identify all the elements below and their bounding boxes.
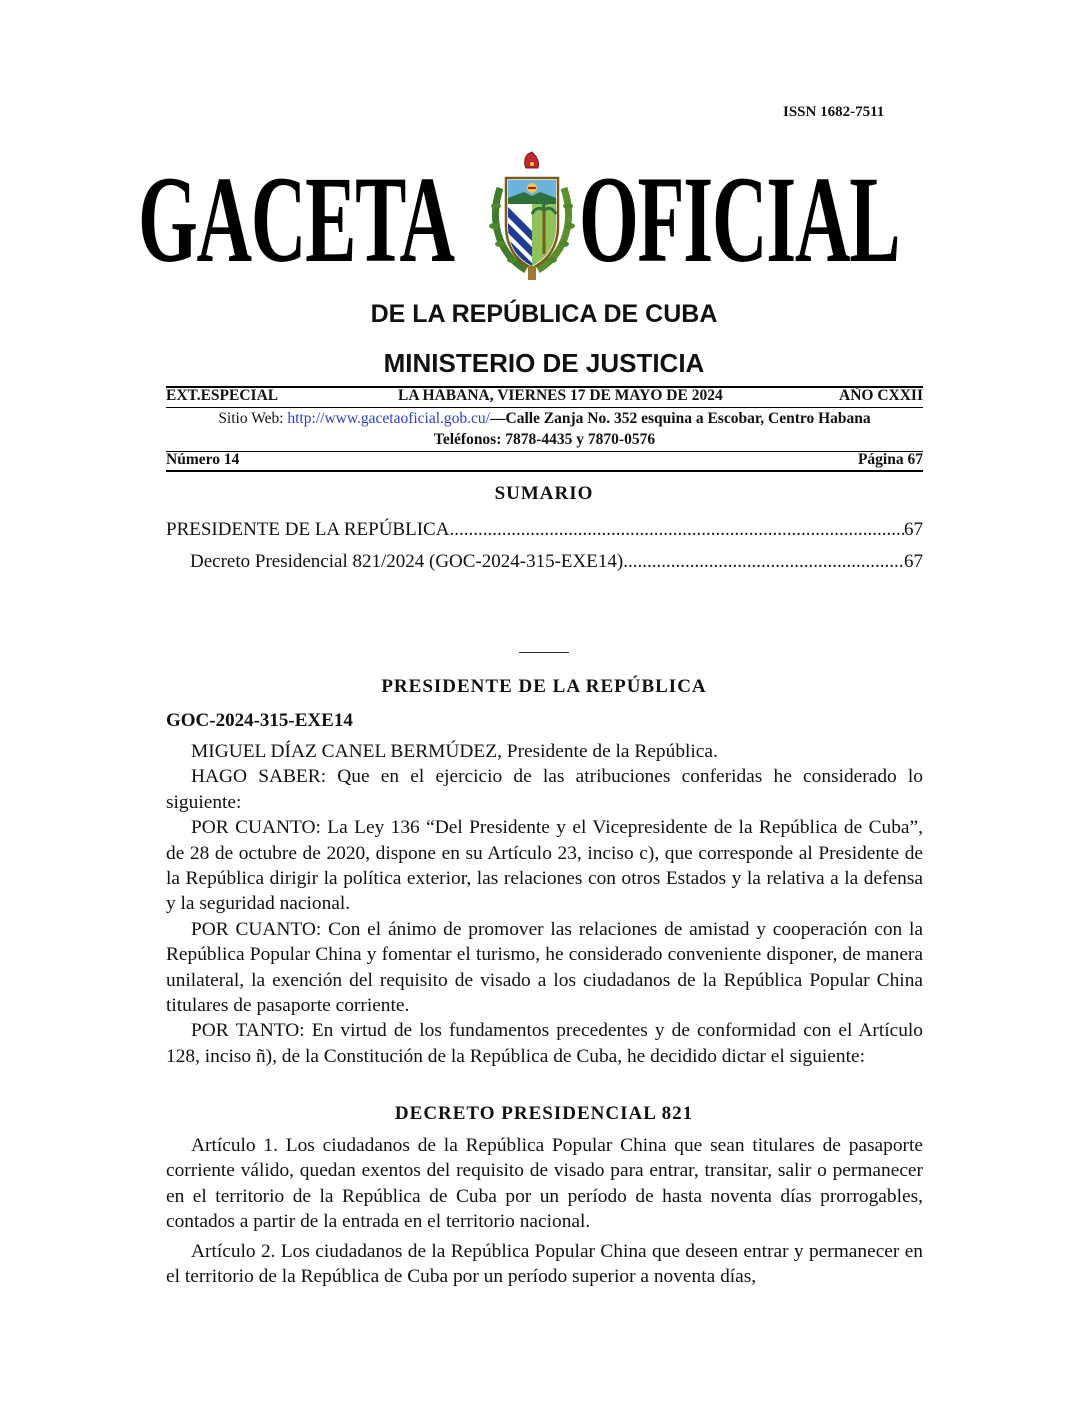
paragraph: HAGO SABER: Que en el ejercicio de las atribuciones conferidas he considerado lo siguiente: xyxy=(166,766,923,813)
toc-entry[interactable] xyxy=(190,551,923,573)
edition-info-row xyxy=(166,387,923,407)
toc-entry-label: Decreto Presidencial 821/2024 (GOC-2024-315-EXE14) xyxy=(190,551,624,572)
ministry-name: MINISTERIO DE JUSTICIA xyxy=(383,348,705,378)
paragraph: POR CUANTO: La Ley 136 “Del Presidente y el Vicepresidente de la República de Cuba”, de 28 de octubre de 2020, dispone en su Artículo 23, inciso c), que corresponde al Presidente de la República dirigir la política exterior, las relaciones con otros Estados y la relativa a la defensa y la seguridad nacional. xyxy=(166,817,923,915)
toc-leader xyxy=(449,519,904,541)
section-heading: PRESIDENTE DE LA REPÚBLICA xyxy=(381,676,707,697)
year-label: AÑO CXXII xyxy=(839,387,923,404)
number-page-row xyxy=(166,451,923,471)
article-text: Artículo 1. Los ciudadanos de la República Popular China que sean titulares de pasaporte corriente válido, quedan exentos del requisito de visado para entrar, transitar, salir o permanecer en el territorio de la República de Cuba por un período de hasta noventa días prorrogables, contados a partir de la entrada en el territorio nacional. xyxy=(166,1135,923,1233)
issue-date: LA HABANA, VIERNES 17 DE MAYO DE 2024 xyxy=(398,387,723,404)
section-separator xyxy=(519,652,569,653)
coat-of-arms-icon xyxy=(484,148,580,284)
preamble-text xyxy=(166,739,923,1069)
phone-numbers: Teléfonos: 7878-4435 y 7870-0576 xyxy=(433,431,656,448)
toc-entry[interactable] xyxy=(166,519,923,541)
paragraph: MIGUEL DÍAZ CANEL BERMÚDEZ, Presidente de la República. xyxy=(191,741,718,762)
issue-number: Número 14 xyxy=(166,451,240,468)
article-text: Artículo 2. Los ciudadanos de la República Popular China que deseen entrar y permanecer en el territorio de la República de Cuba por un período superior a noventa días, xyxy=(166,1240,923,1288)
web-label: Sitio Web: xyxy=(218,410,284,427)
decree-heading: DECRETO PRESIDENCIAL 821 xyxy=(394,1103,694,1124)
page-number: Página 67 xyxy=(857,451,923,468)
masthead-title-left: GACETA xyxy=(138,151,454,288)
toc-leader xyxy=(623,551,904,573)
website-link[interactable]: http://www.gacetaoficial.gob.cu/ xyxy=(287,410,490,427)
toc-entry-page: 67 xyxy=(904,519,923,540)
document-code: GOC-2024-315-EXE14 xyxy=(166,710,353,731)
paragraph: POR TANTO: En virtud de los fundamentos precedentes y de conformidad con el Artículo 128, inciso ñ), de la Constitución de la República de Cuba, he decidido dictar el siguiente: xyxy=(166,1020,923,1067)
masthead-title-right: OFICIAL xyxy=(579,151,900,288)
masthead xyxy=(138,148,946,298)
issn-number: ISSN 1682-7511 xyxy=(783,104,885,120)
toc-entry-page: 67 xyxy=(904,551,923,572)
divider xyxy=(166,470,923,472)
divider xyxy=(166,407,923,408)
toc-entry-label: PRESIDENTE DE LA REPÚBLICA xyxy=(166,519,450,540)
edition-label: EXT.ESPECIAL xyxy=(166,387,279,404)
contact-line xyxy=(166,410,923,428)
decree-articles xyxy=(166,1133,923,1289)
gazette-subtitle: DE LA REPÚBLICA DE CUBA xyxy=(370,300,718,328)
sumario-heading: SUMARIO xyxy=(494,483,594,504)
paragraph: POR CUANTO: Con el ánimo de promover las relaciones de amistad y cooperación con la República Popular China y fomentar el turismo, he considerado conveniente disponer, de manera unilateral, la exención del requisito de visado a los ciudadanos de la República Popular China titulares de pasaporte corriente. xyxy=(166,918,923,1017)
address-text: —Calle Zanja No. 352 esquina a Escobar, Centro Habana xyxy=(490,410,871,427)
